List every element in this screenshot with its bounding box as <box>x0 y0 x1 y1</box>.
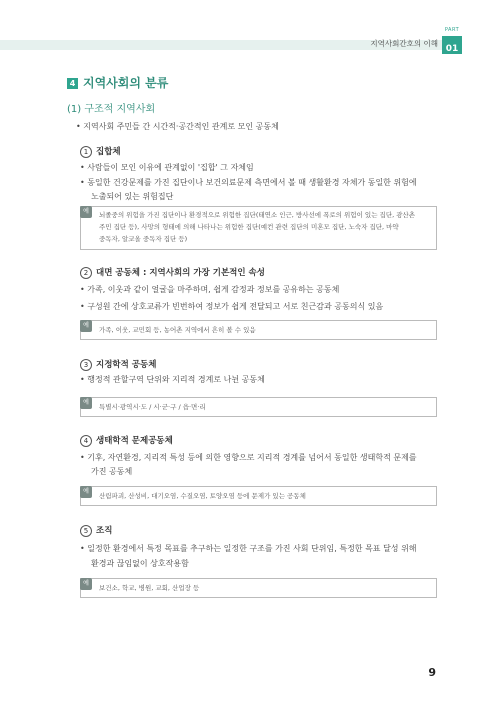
item-heading-3: 3 지정학적 공동체 <box>80 358 156 371</box>
item-number: 5 <box>80 525 92 537</box>
example-box-1 <box>80 206 437 250</box>
bullet: • 행정적 관할구역 단위와 지리적 경계로 나뉜 공동체 <box>80 374 265 385</box>
item-number: 2 <box>80 267 92 279</box>
section-title <box>67 74 168 91</box>
section-number: 4 <box>67 78 78 89</box>
example-label: 예 <box>80 206 92 218</box>
item-number: 4 <box>80 435 92 447</box>
item-number: 1 <box>80 146 92 158</box>
example-label: 예 <box>80 397 92 409</box>
running-header-title: 지역사회간호의 이해 <box>370 39 438 48</box>
example-line: 가족, 이웃, 교민회 등, 농어촌 지역에서 흔히 볼 수 있음 <box>99 326 256 334</box>
example-line: 산림파괴, 산성비, 대기오염, 수질오염, 토양오염 등에 문제가 있는 공동체 <box>99 492 306 500</box>
example-line: 주민 집단 등), 사망의 형태에 의해 나타나는 위험한 집단(예컨 관련 집단의 미혼모 집단, 노숙자 집단, 마약 <box>99 223 399 231</box>
bullet: • 일정한 환경에서 특정 목표를 추구하는 일정한 구조를 가진 사회 단위임, 특정한 목표 달성 위해 <box>80 543 417 554</box>
example-box-4 <box>80 486 437 506</box>
example-box-3 <box>80 397 437 417</box>
example-box-5 <box>80 578 437 598</box>
item-heading-1: 1 집합체 <box>80 145 121 158</box>
page-number: 9 <box>428 666 436 679</box>
part-badge <box>442 36 462 54</box>
part-number: 01 <box>445 44 459 54</box>
subsection-title: (1) 구조적 지역사회 <box>67 104 156 115</box>
example-line: 뇌졸중의 위험을 가진 집단이나 환경적으로 위험한 집단(태연소 인근, 방사선에 폭로의 위험이 있는 집단, 광산촌 <box>99 211 416 219</box>
example-line: 특별시·광역시·도 / 시·군·구 / 읍·면·리 <box>99 403 206 411</box>
example-label: 예 <box>80 320 92 332</box>
intro-bullet: • 지역사회 주민들 간 시간적·공간적인 관계로 모인 공동체 <box>76 121 279 132</box>
bullet: • 구성원 간에 상호교류가 빈번하여 정보가 쉽게 전달되고 서로 친근감과 공동의식 있음 <box>80 301 383 312</box>
bullet: • 사람들이 모인 이유에 관계없이 '집합' 그 자체임 <box>80 162 254 173</box>
item-number: 3 <box>80 359 92 371</box>
example-label: 예 <box>80 486 92 498</box>
part-label: PART <box>444 27 460 33</box>
item-heading-5: 5 조직 <box>80 524 112 537</box>
example-label: 예 <box>80 578 92 590</box>
item-heading-2: 2 대면 공동체 : 지역사회의 가장 기본적인 속성 <box>80 266 265 279</box>
example-line: 보건소, 학교, 병원, 교회, 산업장 등 <box>99 584 200 592</box>
bullet-continuation: 가진 공동체 <box>91 467 133 476</box>
bullet: • 가족, 이웃과 같이 얼굴을 마주하며, 쉽게 감정과 정보를 공유하는 공동체 <box>80 284 339 295</box>
section-title-text: 지역사회의 분류 <box>83 76 169 90</box>
bullet-continuation: 노출되어 있는 위험집단 <box>91 192 174 201</box>
bullet: • 기후, 자연환경, 지리적 특성 등에 의한 영향으로 지리적 경계를 넘어서 동일한 생태학적 문제를 <box>80 452 417 463</box>
bullet-continuation: 환경과 끊임없이 상호작용함 <box>91 559 189 568</box>
example-line: 중독자, 알코올 중독자 집단 등) <box>99 235 188 243</box>
bullet: • 동일한 건강문제를 가진 집단이나 보건의료문제 측면에서 볼 때 생활환경 자체가 동일한 위험에 <box>80 177 417 188</box>
example-box-2 <box>80 320 437 340</box>
item-heading-4: 4 생태학적 문제공동체 <box>80 434 173 447</box>
